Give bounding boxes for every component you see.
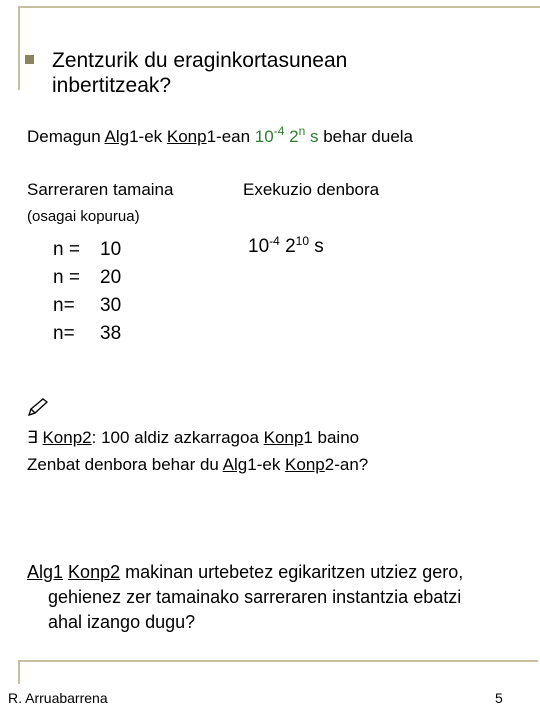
final-question	[27, 560, 532, 635]
final-text: makinan urtebetez egikaritzen utziez gero,	[120, 562, 464, 582]
row-value: 20	[100, 267, 122, 288]
assumption-text: 1-ek	[129, 127, 167, 146]
final-text: ahal izango dugu?	[48, 612, 196, 632]
footer-frame	[18, 660, 538, 663]
question-text: Zenbat denbora behar du	[27, 455, 223, 474]
assumption-text: behar duela	[318, 127, 414, 146]
alg1-ref: Alg	[104, 127, 130, 146]
slide-title	[52, 48, 347, 98]
row-label: n=	[53, 295, 75, 316]
konp2-ref: Konp2	[68, 562, 121, 582]
row-label: n=	[53, 323, 75, 344]
column-subheader: (osagai kopurua)	[27, 208, 140, 225]
formula-unit: s	[305, 127, 319, 146]
time-exponent: -4	[269, 234, 280, 248]
assumption-text: 1-ean	[206, 127, 255, 146]
time-formula	[248, 236, 324, 258]
konp1-ref: Konp	[166, 127, 207, 146]
alg1-ref: Alg	[222, 455, 248, 474]
row-label: n =	[53, 267, 80, 288]
page-number: 5	[495, 690, 503, 706]
time-exponent2: 10	[295, 234, 310, 248]
title-line-1: Zentzurik du eraginkortasunean	[52, 49, 348, 72]
time-base2: 2	[279, 236, 296, 257]
formula-exponent: -4	[273, 124, 285, 138]
konp2-text: : 100 aldiz azkarragoa	[91, 428, 264, 447]
assumption-text: Demagun	[27, 127, 105, 146]
row-value: 30	[100, 295, 122, 316]
konp2-name: Konp	[42, 428, 83, 447]
exists-symbol: ∃	[27, 428, 43, 447]
bullet-square-icon	[25, 55, 34, 64]
footer-frame-edge	[18, 660, 20, 684]
konp2-ref	[42, 428, 91, 447]
question-text: 1-ek	[247, 455, 286, 474]
n-labels	[53, 236, 80, 348]
pencil-icon	[27, 397, 49, 417]
formula-base: 10	[254, 127, 274, 146]
formula-exponent2: n	[298, 124, 306, 138]
n-values	[100, 236, 121, 348]
title-line-2: inbertitzeak?	[52, 74, 172, 97]
konp2-suffix: 2	[82, 428, 92, 447]
time-unit: s	[309, 236, 324, 257]
alg1-ref: Alg1	[27, 562, 64, 582]
konp2-ref: Konp	[285, 455, 325, 474]
konp1-ref: Konp	[263, 428, 304, 447]
row-value: 38	[100, 323, 122, 344]
formula	[254, 124, 319, 146]
assumption-line	[27, 124, 414, 147]
konp2-line-1	[27, 428, 359, 448]
formula-base2: 2	[284, 127, 299, 146]
question-text: 2-an?	[324, 455, 369, 474]
column-header-size: Sarreraren tamaina	[27, 180, 174, 199]
author: R. Arruabarrena	[8, 690, 108, 706]
konp2-line-2	[27, 455, 368, 475]
row-label: n =	[53, 239, 80, 260]
time-base: 10	[248, 236, 270, 257]
final-text: gehienez zer tamainako sarreraren instantzia ebatzi	[48, 587, 462, 607]
row-value: 10	[100, 239, 122, 260]
konp2-text: 1 baino	[303, 428, 360, 447]
column-header-time: Exekuzio denbora	[243, 180, 380, 199]
